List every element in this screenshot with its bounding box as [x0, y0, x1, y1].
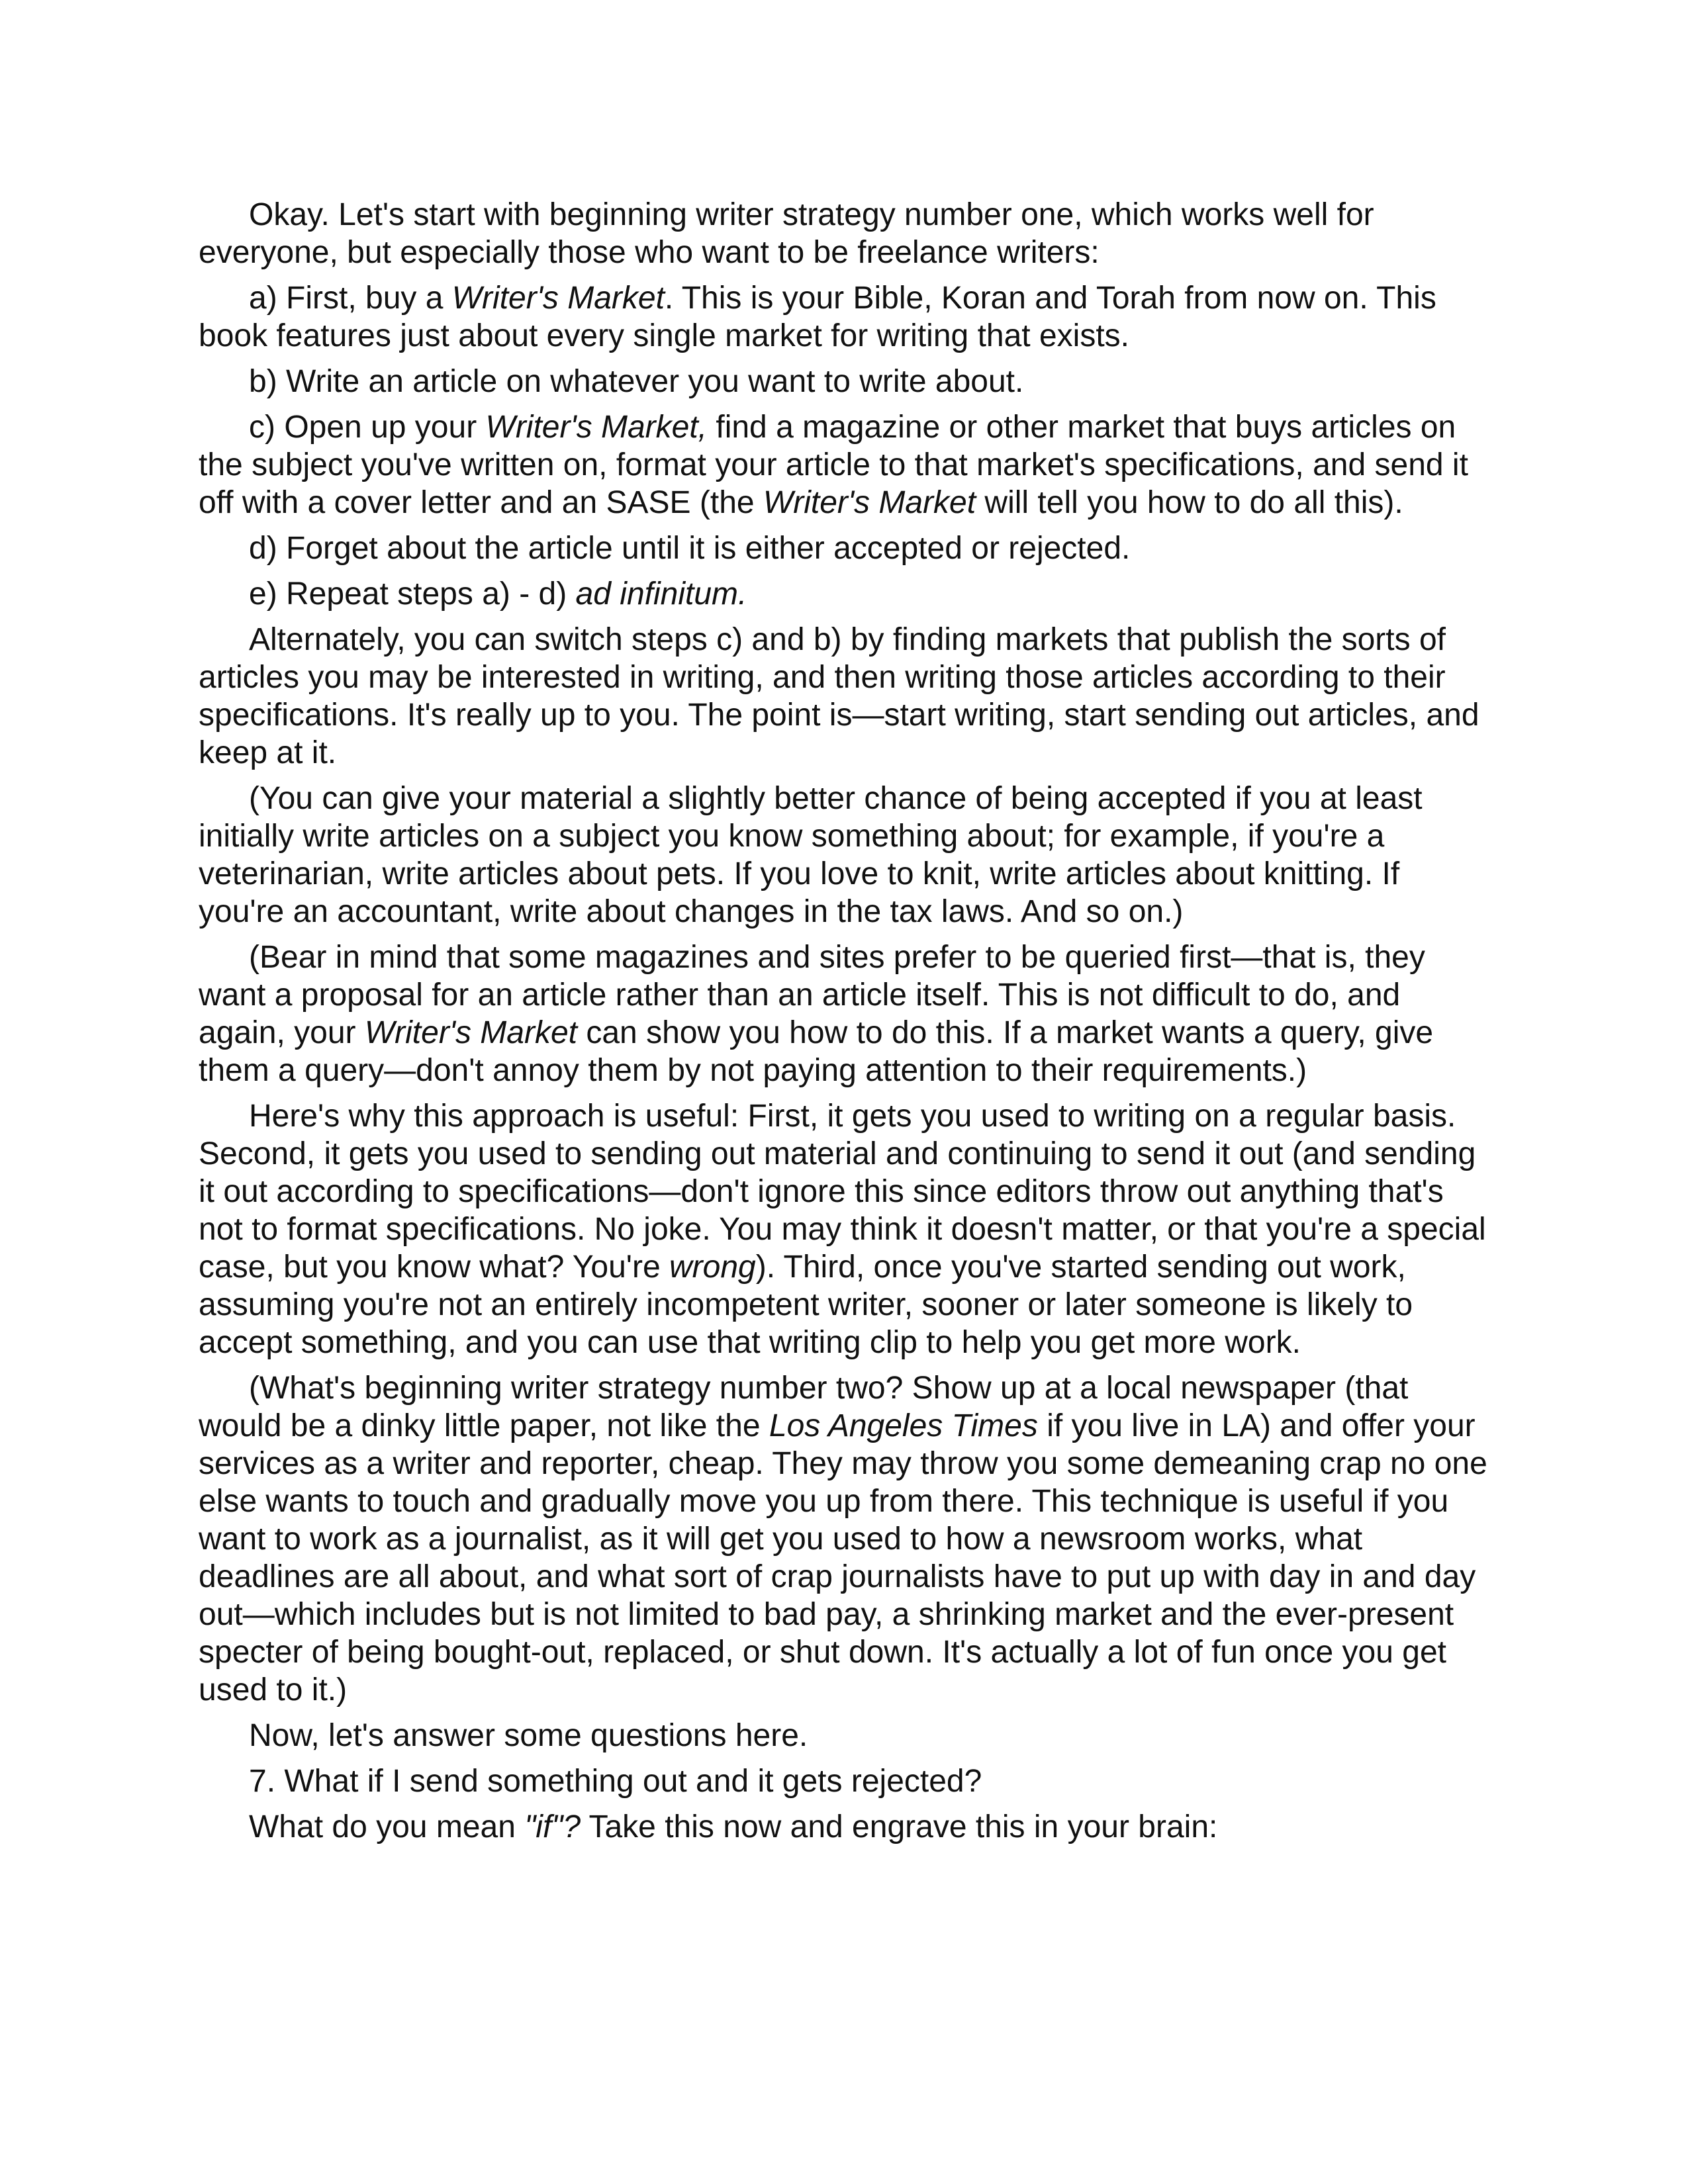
paragraph-question-7: 7. What if I send something out and it gets rejected?: [249, 1764, 982, 1799]
paragraph-query-note: (Bear in mind that some magazines and sites prefer to be queried first—that is, they want a proposal for an article rather than an article itself. This is not difficult to do, and again, your Writer's Market can show you how to do this. If a market wants a query, give them a query—don't annoy them by not paying attention to their requirements.): [199, 940, 1434, 1088]
document-page: [199, 196, 1489, 1854]
paragraph-intro: Okay. Let's start with beginning writer strategy number one, which works well for everyone, but especially those who want to be freelance writers:: [199, 197, 1374, 270]
paragraph-subject-tip: (You can give your material a slightly better chance of being accepted if you at least initially write articles on a subject you know something about; for example, if you're a veterinarian, write articles about pets. If you love to knit, write articles about knitting. If you're an accountant, write about changes in the tax laws. And so on.): [199, 781, 1423, 929]
paragraph-step-b: b) Write an article on whatever you want to write about.: [249, 364, 1024, 399]
paragraph-step-e: e) Repeat steps a) - d) ad infinitum.: [249, 576, 747, 612]
paragraph-step-c: c) Open up your Writer's Market, find a magazine or other market that buys articles on the subject you've written on, format your article to that market's specifications, and send it off with a cover letter and an SASE (the Writer's Market will tell you how to do all this).: [199, 410, 1468, 520]
paragraph-step-a: a) First, buy a Writer's Market. This is your Bible, Koran and Torah from now on. This book features just about every single market for writing that exists.: [199, 281, 1436, 353]
paragraph-alternately: Alternately, you can switch steps c) and b) by finding markets that publish the sorts of articles you may be interested in writing, and then writing those articles according to their specifications. It's really up to you. The point is—start writing, start sending out articles, and keep at it.: [199, 622, 1479, 770]
paragraph-strategy-two: (What's beginning writer strategy number two? Show up at a local newspaper (that would be a dinky little paper, not like the Los Angeles Times if you live in LA) and offer your services as a writer and reporter, cheap. They may throw you some demeaning crap no one else wants to touch and gradually move you up from there. This technique is useful if you want to work as a journalist, as it will get you used to how a newsroom works, what deadlines are all about, and what sort of crap journalists have to put up with day in and day out—which includes but is not limited to bad pay, a shrinking market and the ever-present specter of being bought-out, replaced, or shut down. It's actually a lot of fun once you get used to it.): [199, 1371, 1487, 1707]
paragraph-why-useful: Here's why this approach is useful: First, it gets you used to writing on a regular basis. Second, it gets you used to sending out material and continuing to send it out (and sending it out according to specifications—don't ignore this since editors throw out anything that's not to format specifications. No joke. You may think it doesn't matter, or that you're a special case, but you know what? You're wrong). Third, once you've started sending out work, assuming you're not an entirely incompetent writer, sooner or later someone is likely to accept something, and you can use that writing clip to help you get more work.: [199, 1099, 1486, 1360]
paragraph-step-d: d) Forget about the article until it is either accepted or rejected.: [249, 531, 1131, 566]
paragraph-answer-7: What do you mean "if"? Take this now and engrave this in your brain:: [249, 1809, 1218, 1844]
paragraph-questions-intro: Now, let's answer some questions here.: [249, 1718, 808, 1753]
